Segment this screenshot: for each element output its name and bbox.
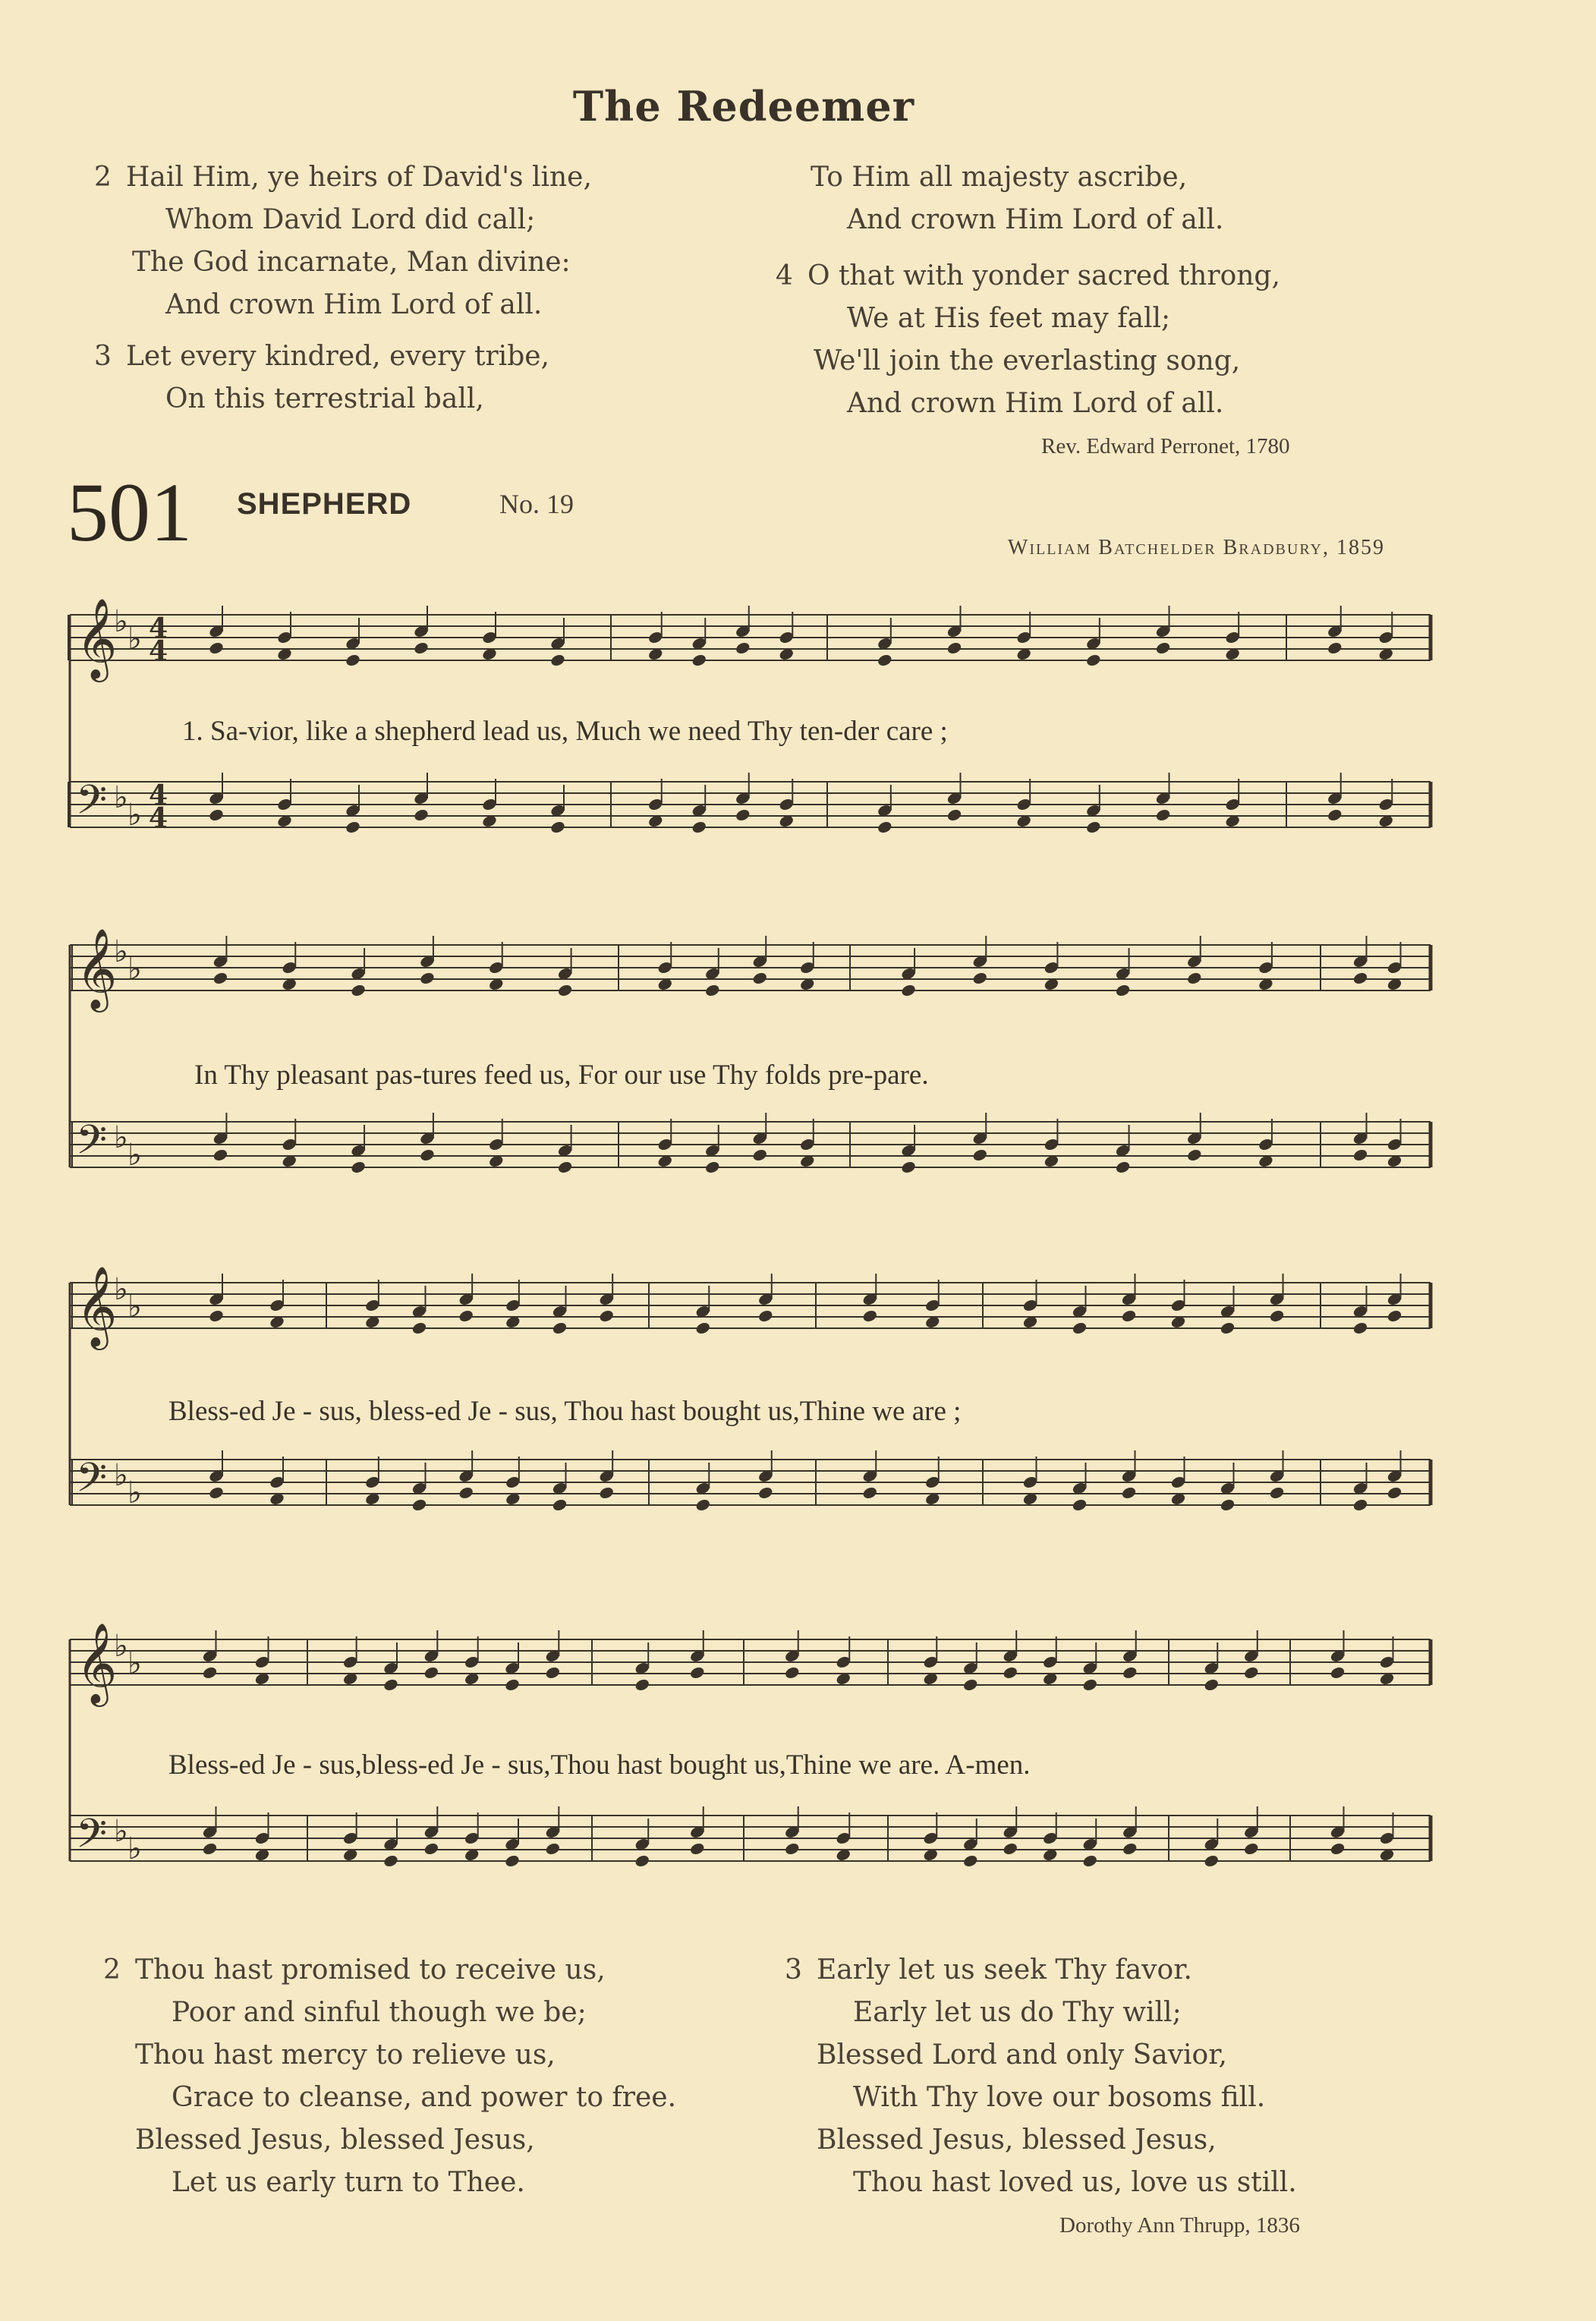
verse-number: 4 — [776, 260, 793, 291]
notehead — [350, 983, 367, 997]
notehead — [411, 1497, 428, 1512]
verse-number: 3 — [94, 341, 112, 372]
flat-icon: ♭ — [127, 1475, 142, 1510]
notehead — [208, 808, 225, 822]
bass-clef-icon: 𝄢 — [76, 777, 108, 833]
notehead — [1327, 808, 1343, 822]
notehead — [458, 1309, 474, 1323]
notehead — [212, 971, 229, 985]
notehead — [900, 983, 917, 997]
notehead — [735, 641, 751, 655]
notehead — [345, 820, 361, 834]
notehead — [1352, 1497, 1369, 1512]
flat-icon: ♭ — [127, 1831, 142, 1866]
notehead — [1081, 1677, 1098, 1692]
verse-line: Thou hast mercy to relieve us, — [135, 2039, 556, 2071]
notehead — [877, 820, 893, 834]
treble-clef-icon: 𝄞 — [76, 1622, 118, 1703]
notehead — [1002, 1841, 1018, 1856]
notehead — [704, 1160, 721, 1174]
notehead — [1072, 1321, 1088, 1335]
notehead — [1243, 1841, 1260, 1856]
notehead — [419, 1148, 436, 1162]
verse-line: 2 Hail Him, ye heirs of David's line, — [94, 156, 592, 199]
notehead — [423, 1665, 439, 1680]
verse-line: And crown Him Lord of all. — [847, 204, 1224, 235]
flat-icon: ♭ — [127, 1290, 142, 1324]
notehead — [552, 1497, 568, 1512]
notehead — [757, 1485, 774, 1500]
notehead — [208, 641, 225, 655]
verse-line: We at His feet may fall; — [847, 303, 1171, 334]
notehead — [1269, 1485, 1286, 1500]
notehead — [691, 820, 707, 834]
verse-line: On this terrestrial ball, — [165, 383, 484, 414]
notehead — [971, 1148, 988, 1162]
notehead — [962, 1677, 979, 1692]
notehead — [1220, 1497, 1236, 1512]
notehead — [1327, 641, 1343, 655]
notehead — [689, 1841, 706, 1856]
notehead — [946, 641, 963, 655]
notehead — [549, 820, 566, 834]
notehead — [504, 1853, 521, 1868]
verse-line: We'll join the everlasting song, — [814, 345, 1241, 376]
notehead — [202, 1665, 219, 1680]
notehead — [1121, 1309, 1138, 1323]
notehead — [694, 1321, 711, 1335]
time-signature-bottom: 4 — [149, 635, 168, 667]
flat-icon: ♭ — [114, 1629, 128, 1664]
verse-line: Blessed Lord and only Savior, — [817, 2039, 1227, 2071]
flat-icon: ♭ — [127, 952, 142, 987]
notehead — [411, 1321, 428, 1335]
notehead — [549, 653, 566, 667]
verse-number: 3 — [785, 1954, 802, 1986]
composer-credit: William Batchelder Bradbury, 1859 — [1007, 536, 1385, 559]
notehead — [946, 808, 963, 822]
lyric-line-2: In Thy pleasant pas-tures feed us, For our use Thy folds pre-pare. — [194, 1060, 929, 1091]
verse-line: Whom David Lord did call; — [165, 204, 536, 235]
time-signature-bottom: 4 — [149, 802, 168, 834]
notehead — [212, 1148, 229, 1162]
notehead — [1002, 1665, 1018, 1680]
lyric-line-4: Bless-ed Je - sus,bless-ed Je - sus,Thou hast bought us,Thine we are. A-men. — [168, 1749, 1031, 1781]
notehead — [704, 983, 721, 997]
notehead — [1155, 641, 1172, 655]
tune-name: SHEPHERD — [237, 487, 412, 521]
verse-line: 3 Early let us seek Thy favor. — [785, 1949, 1297, 1992]
verse-line: 4 O that with yonder sacred throng, — [776, 255, 1280, 298]
bass-clef-icon: 𝄢 — [76, 1117, 108, 1173]
notehead — [598, 1309, 615, 1323]
time-signature-top: 4 — [149, 613, 168, 644]
lyric-line-1: 1. Sa-vior, like a shepherd lead us, Much we need Thy ten-der care ; — [182, 716, 948, 747]
notehead — [1269, 1309, 1286, 1323]
verse-line: Early let us do Thy will; — [853, 1997, 1182, 2028]
notehead — [1186, 971, 1203, 985]
notehead — [382, 1677, 399, 1692]
notehead — [1352, 1321, 1369, 1335]
notehead — [1203, 1677, 1220, 1692]
flat-icon: ♭ — [114, 1814, 128, 1849]
lyric-line-3: Bless-ed Je - sus, bless-ed Je - sus, Thou hast bought us,Thine we are ; — [168, 1396, 962, 1427]
notehead — [458, 1485, 474, 1500]
verse-line: To Him all majesty ascribe, — [811, 162, 1188, 193]
verse-line: The God incarnate, Man divine: — [132, 247, 571, 278]
notehead — [1072, 1497, 1088, 1512]
notehead — [861, 1309, 878, 1323]
verse-line: With Thy love our bosoms fill. — [853, 2082, 1266, 2113]
notehead — [691, 653, 707, 667]
notehead — [557, 1160, 574, 1174]
notehead — [634, 1677, 650, 1692]
notehead — [694, 1497, 711, 1512]
previous-hymn-attribution: Rev. Edward Perronet, 1780 — [1041, 434, 1290, 458]
notehead — [544, 1665, 561, 1680]
notehead — [1243, 1665, 1260, 1680]
stanza-left — [103, 1949, 676, 2204]
notehead — [504, 1677, 521, 1692]
stanza-attribution: Dorothy Ann Thrupp, 1836 — [1059, 2213, 1300, 2238]
notehead — [757, 1309, 774, 1323]
notehead — [689, 1665, 706, 1680]
notehead — [1081, 1853, 1098, 1868]
hymn-number: 501 — [67, 466, 192, 559]
notehead — [751, 971, 768, 985]
treble-clef-icon: 𝄞 — [76, 597, 118, 679]
notehead — [208, 1485, 225, 1500]
bass-clef-icon: 𝄢 — [76, 1455, 108, 1511]
treble-clef-icon: 𝄞 — [76, 1265, 118, 1346]
notehead — [1387, 1485, 1403, 1500]
notehead — [1352, 971, 1369, 985]
notehead — [877, 653, 893, 667]
flat-icon: ♭ — [114, 1458, 128, 1493]
notehead — [1115, 1160, 1132, 1174]
verse-number: 2 — [103, 1954, 121, 1986]
flat-icon: ♭ — [127, 622, 142, 657]
notehead — [350, 1160, 367, 1174]
notehead — [1122, 1841, 1138, 1856]
notehead — [861, 1485, 878, 1500]
notehead — [751, 1148, 768, 1162]
flat-icon: ♭ — [114, 934, 128, 969]
notehead — [413, 641, 430, 655]
verse-line: Thou hast loved us, love us still. — [853, 2167, 1297, 2198]
notehead — [1085, 820, 1102, 834]
verse-line: And crown Him Lord of all. — [847, 388, 1224, 419]
notehead — [202, 1841, 219, 1856]
treble-clef-icon: 𝄞 — [76, 927, 118, 1009]
verse-line: 2 Thou hast promised to receive us, — [103, 1949, 676, 1992]
time-signature-top: 4 — [149, 779, 168, 811]
notehead — [419, 971, 436, 985]
flat-icon: ♭ — [114, 1272, 128, 1307]
flat-icon: ♭ — [114, 604, 128, 639]
stanza-right — [785, 1949, 1297, 2204]
notehead — [1122, 1665, 1138, 1680]
notehead — [345, 653, 361, 667]
verse-line: Blessed Jesus, blessed Jesus, — [817, 2124, 1217, 2156]
notehead — [557, 983, 574, 997]
notehead — [735, 808, 751, 822]
tune-reference: No. 19 — [499, 489, 574, 519]
bass-clef-icon: 𝄢 — [76, 1811, 108, 1867]
notehead — [1155, 808, 1172, 822]
notehead — [1330, 1841, 1346, 1856]
flat-icon: ♭ — [114, 1120, 128, 1155]
verse-line: Let us early turn to Thee. — [172, 2167, 525, 2198]
flat-icon: ♭ — [127, 1138, 142, 1173]
notehead — [1186, 1148, 1203, 1162]
notehead — [413, 808, 430, 822]
verse-number: 2 — [94, 162, 112, 193]
notehead — [423, 1841, 439, 1856]
notehead — [971, 971, 988, 985]
verse-line: 3 Let every kindred, every tribe, — [94, 335, 592, 378]
notehead — [784, 1665, 801, 1680]
flat-icon: ♭ — [127, 798, 142, 833]
notehead — [1203, 1853, 1220, 1868]
verse-line: Blessed Jesus, blessed Jesus, — [135, 2124, 535, 2156]
page-title: The Redeemer — [572, 82, 915, 131]
notehead — [1352, 1148, 1369, 1162]
verse-line: Poor and sinful though we be; — [172, 1997, 587, 2028]
notehead — [962, 1853, 979, 1868]
notehead — [1220, 1321, 1236, 1335]
verse-line: Grace to cleanse, and power to free. — [172, 2082, 677, 2113]
notehead — [1330, 1665, 1346, 1680]
notehead — [900, 1160, 917, 1174]
notehead — [1387, 1309, 1403, 1323]
notehead — [544, 1841, 561, 1856]
notehead — [208, 1309, 225, 1323]
notehead — [634, 1853, 650, 1868]
notehead — [382, 1853, 399, 1868]
notehead — [598, 1485, 615, 1500]
notehead — [552, 1321, 568, 1335]
notehead — [1121, 1485, 1138, 1500]
notehead — [1085, 653, 1102, 667]
flat-icon: ♭ — [127, 1646, 142, 1681]
notehead — [784, 1841, 801, 1856]
flat-icon: ♭ — [114, 780, 128, 815]
verse-line: And crown Him Lord of all. — [165, 289, 543, 320]
notehead — [1115, 983, 1132, 997]
